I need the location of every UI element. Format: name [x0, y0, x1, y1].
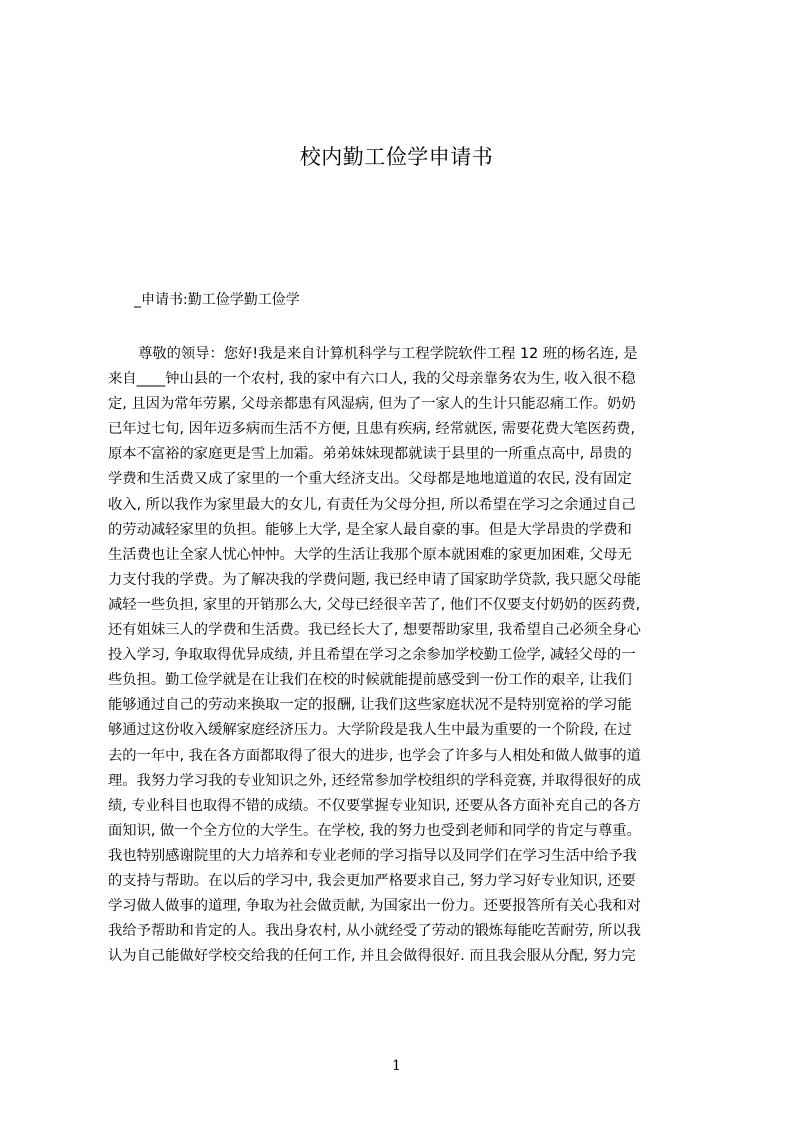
text-line: 理。我努力学习我的专业知识之外, 还经常参加学校组织的学科竞赛, 并取得很好的成	[108, 772, 641, 789]
text-line: 学习做人做事的道理, 争取为社会做贡献, 为国家出一份力。还要报答所有关心我和对	[108, 898, 641, 915]
text-line: 些负担。勤工俭学就是在让我们在校的时候就能提前感受到一份工作的艰辛, 让我们	[108, 672, 632, 689]
text-line: 原本不富裕的家庭更是雪上加霜。弟弟妹妹现都就读于县里的一所重点高中, 昂贵的	[108, 446, 632, 463]
text-line: 定, 且因为常年劳累, 父母亲都患有风湿病, 但为了一家人的生计只能忍痛工作。奶奶	[108, 396, 636, 413]
text-line: 还有姐妹三人的学费和生活费。我已经长大了, 想要帮助家里, 我希望自己必须全身心	[108, 622, 641, 639]
text-line: 的支持与帮助。在以后的学习中, 我会更加严格要求自己, 努力学习好专业知识, 还要	[108, 872, 636, 889]
text-line: 力支付我的学费。为了解决我的学费问题, 我已经申请了国家助学贷款, 我只愿父母能	[108, 571, 641, 588]
text-line: 绩, 专业科目也取得不错的成绩。不仅要掌握专业知识, 还要从各方面补充自己的各方	[108, 797, 641, 814]
page-number: 1	[392, 1058, 401, 1074]
text-line: 面知识, 做一个全方位的大学生。在学校, 我的努力也受到老师和同学的肯定与尊重。	[108, 822, 641, 839]
text-line: 我也特别感谢院里的大力培养和专业老师的学习指导以及同学们在学习生活中给予我	[108, 847, 637, 864]
text-line: 学费和生活费又成了家里的一个重大经济支出。父母都是地地道道的农民, 没有固定	[108, 471, 632, 488]
text-line: 尊敬的领导：您好!我是来自计算机科学与工程学院软件工程 12 班的杨名连, 是	[138, 346, 638, 362]
text-line: 来自____钟山县的一个农村, 我的家中有六口人, 我的父母亲靠务农为生, 收入很不稳	[108, 371, 636, 388]
text-line: 认为自己能做好学校交给我的任何工作, 并且会做得很好. 而且我会服从分配, 努力完	[108, 948, 636, 965]
subtitle: _申请书:勤工俭学勤工俭学	[134, 292, 300, 308]
text-line: 已年过七旬, 因年迈多病而生活不方便, 且患有疾病, 经常就医, 需要花费大笔医药费,	[108, 421, 635, 438]
text-line: 投入学习, 争取取得优异成绩, 并且希望在学习之余参加学校勤工俭学, 减轻父母的一	[108, 647, 636, 664]
text-line: 生活费也让全家人忧心忡忡。大学的生活让我那个原本就困难的家更加困难, 父母无	[108, 546, 632, 563]
text-line: 能够通过自己的劳动来换取一定的报酬, 让我们这些家庭状况不是特别宽裕的学习能	[108, 697, 632, 714]
text-line: 减轻一些负担, 家里的开销那么大, 父母已经很辛苦了, 他们不仅要支付奶奶的医药费,	[108, 596, 641, 613]
text-line: 够通过这份收入缓解家庭经济压力。大学阶段是我人生中最为重要的一个阶段, 在过	[108, 722, 632, 739]
body-paragraph	[108, 342, 688, 969]
text-line: 我给予帮助和肯定的人。我出身农村, 从小就经受了劳动的锻炼每能吃苦耐劳, 所以我	[108, 923, 641, 940]
text-line: 去的一年中, 我在各方面都取得了很大的进步, 也学会了许多与人相处和做人做事的道	[108, 747, 641, 764]
text-line: 收入, 所以我作为家里最大的女儿, 有责任为父母分担, 所以希望在学习之余通过自己	[108, 496, 636, 513]
text-line: 的劳动减轻家里的负担。能够上大学, 是全家人最自豪的事。但是大学昂贵的学费和	[108, 521, 632, 538]
page-title: 校内勤工俭学申请书	[299, 145, 494, 169]
